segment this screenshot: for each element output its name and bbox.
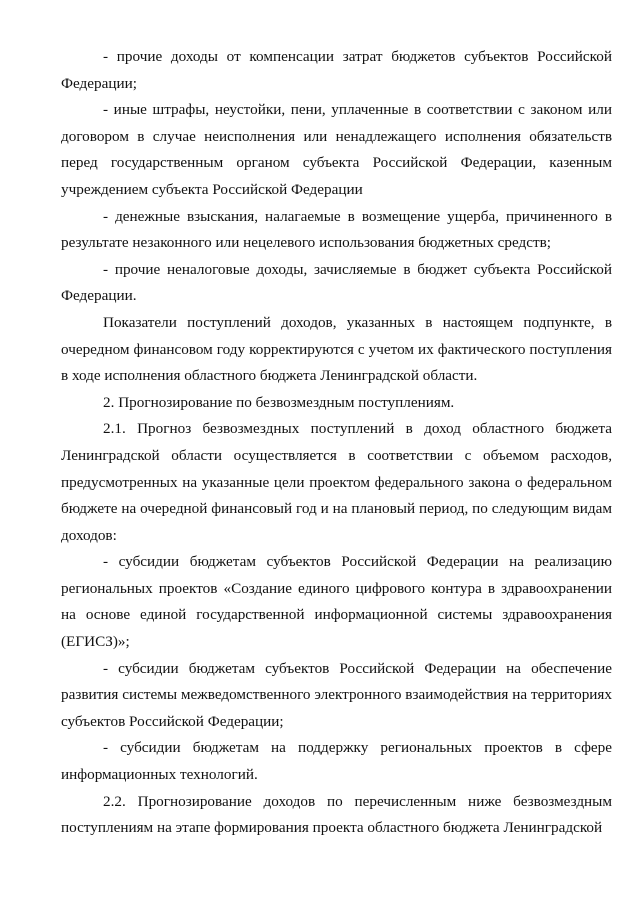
paragraph-subsidy-egisz: - субсидии бюджетам субъектов Российской Федерации на реализацию региональных проектов «Создание единого цифрового контура в здравоохранении на основе единой государственной информационной системы здравоохранения (ЕГИСЗ)»;	[61, 553, 612, 651]
paragraph-subsidy-it-projects: - субсидии бюджетам на поддержку региональных проектов в сфере информационных технологий.	[61, 739, 612, 784]
section-heading-gratuitous-receipts: 2. Прогнозирование по безвозмездным поступлениям.	[103, 393, 455, 411]
paragraph-compensation-income: - прочие доходы от компенсации затрат бюджетов субъектов Российской Федерации;	[61, 48, 612, 92]
paragraph-2-2-forecasting: 2.2. Прогнозирование доходов по перечисленным ниже безвозмездным поступлениям на этапе формирования проекта областного бюджета Ленинградской	[61, 792, 612, 837]
paragraph-fines-penalties: - иные штрафы, неустойки, пени, уплаченные в соответствии с законом или договором в случае неисполнения или ненадлежащего исполнения обязательств перед государственным органом субъекта Российской Федерации, казенным учреждением субъекта Российской Федерации	[61, 101, 612, 198]
paragraph-income-indicators: Показатели поступлений доходов, указанных в настоящем подпункте, в очередном финансовом году корректируются с учетом их фактического поступления в ходе исполнения областного бюджета Ленинградской области.	[61, 313, 612, 385]
paragraph-other-non-tax-income: - прочие неналоговые доходы, зачисляемые в бюджет субъекта Российской Федерации.	[61, 260, 612, 305]
paragraph-subsidy-interagency: - субсидии бюджетам субъектов Российской Федерации на обеспечение развития системы межведомственного электронного взаимодействия на территориях субъектов Российской Федерации;	[61, 659, 612, 730]
paragraph-2-1-forecast: 2.1. Прогноз безвозмездных поступлений в доход областного бюджета Ленинградской области осуществляется в соответствии с объемом расходов, предусмотренных на указанные цели проектом федерального закона о федеральном бюджете на очередной финансовый год и на плановый период, по следующим видам доходов:	[61, 420, 612, 544]
paragraph-damage-recovery: - денежные взыскания, налагаемые в возмещение ущерба, причиненного в результате незаконного или нецелевого использования бюджетных средств;	[61, 207, 612, 252]
